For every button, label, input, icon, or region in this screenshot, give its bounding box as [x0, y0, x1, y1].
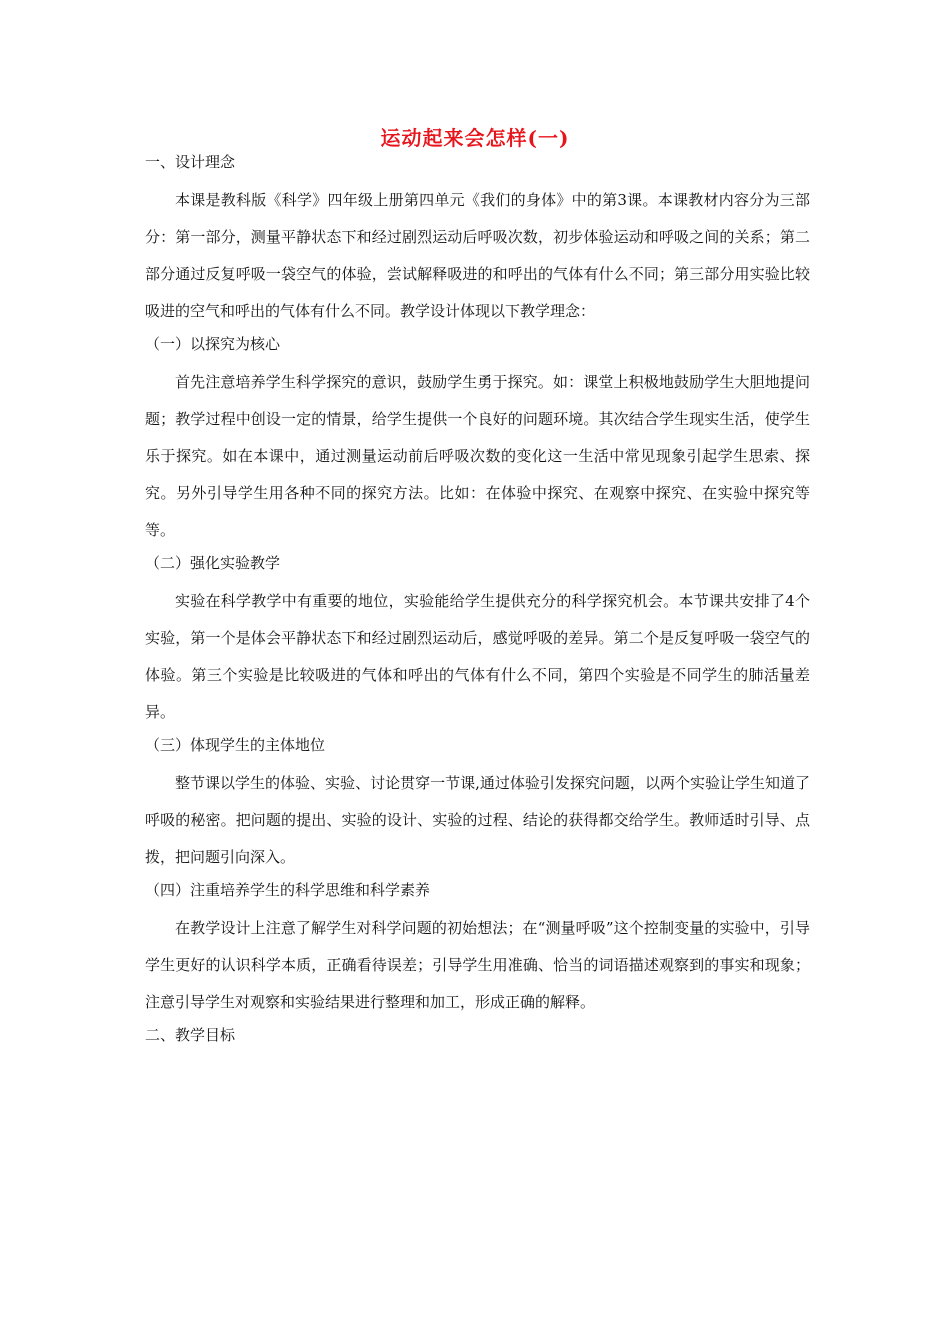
paragraph-scientific-thinking: 在教学设计上注意了解学生对科学问题的初始想法；在“测量呼吸”这个控制变量的实验中，引导学生更好的认识科学本质，正确看待误差；引导学生用准确、恰当的词语描述观察到的事实和现象；注意引导学生对观察和实验结果进行整理和加工，形成正确的解释。: [145, 919, 810, 1011]
subheading-student-subject: （三）体现学生的主体地位: [145, 736, 326, 754]
subheading-inquiry-core: （一）以探究为核心: [145, 335, 281, 353]
document-body: [145, 148, 810, 1055]
document-title: 运动起来会怎样(一): [380, 126, 570, 150]
subheading-experiment-teaching: （二）强化实验教学: [145, 554, 281, 572]
subheading-scientific-thinking: （四）注重培养学生的科学思维和科学素养: [145, 881, 431, 899]
paragraph-intro: 本课是教科版《科学》四年级上册第四单元《我们的身体》中的第3课。本课教材内容分为三部分：第一部分，测量平静状态下和经过剧烈运动后呼吸次数，初步体验运动和呼吸之间的关系；第二部分通过反复呼吸一袋空气的体验，尝试解释吸进的和呼出的气体有什么不同；第三部分用实验比较吸进的空气和呼出的气体有什么不同。教学设计体现以下教学理念：: [145, 191, 810, 320]
paragraph-experiment-teaching: 实验在科学教学中有重要的地位，实验能给学生提供充分的科学探究机会。本节课共安排了4个实验，第一个是体会平静状态下和经过剧烈运动后，感觉呼吸的差异。第二个是反复呼吸一袋空气的体验。第三个实验是比较吸进的气体和呼出的气体有什么不同，第四个实验是不同学生的肺活量差异。: [145, 592, 810, 721]
paragraph-student-subject: 整节课以学生的体验、实验、讨论贯穿一节课,通过体验引发探究问题，以两个实验让学生知道了呼吸的秘密。把问题的提出、实验的设计、实验的过程、结论的获得都交给学生。教师适时引导、点拨，把问题引向深入。: [145, 774, 810, 866]
section-heading-design-concept: 一、设计理念: [145, 153, 236, 171]
section-heading-teaching-goals: 二、教学目标: [145, 1026, 236, 1044]
paragraph-inquiry-core: 首先注意培养学生科学探究的意识，鼓励学生勇于探究。如：课堂上积极地鼓励学生大胆地提问题；教学过程中创设一定的情景，给学生提供一个良好的问题环境。其次结合学生现实生活，使学生乐于探究。如在本课中，通过测量运动前后呼吸次数的变化这一生活中常见现象引起学生思索、探究。另外引导学生用各种不同的探究方法。比如：在体验中探究、在观察中探究、在实验中探究等等。: [145, 373, 810, 539]
